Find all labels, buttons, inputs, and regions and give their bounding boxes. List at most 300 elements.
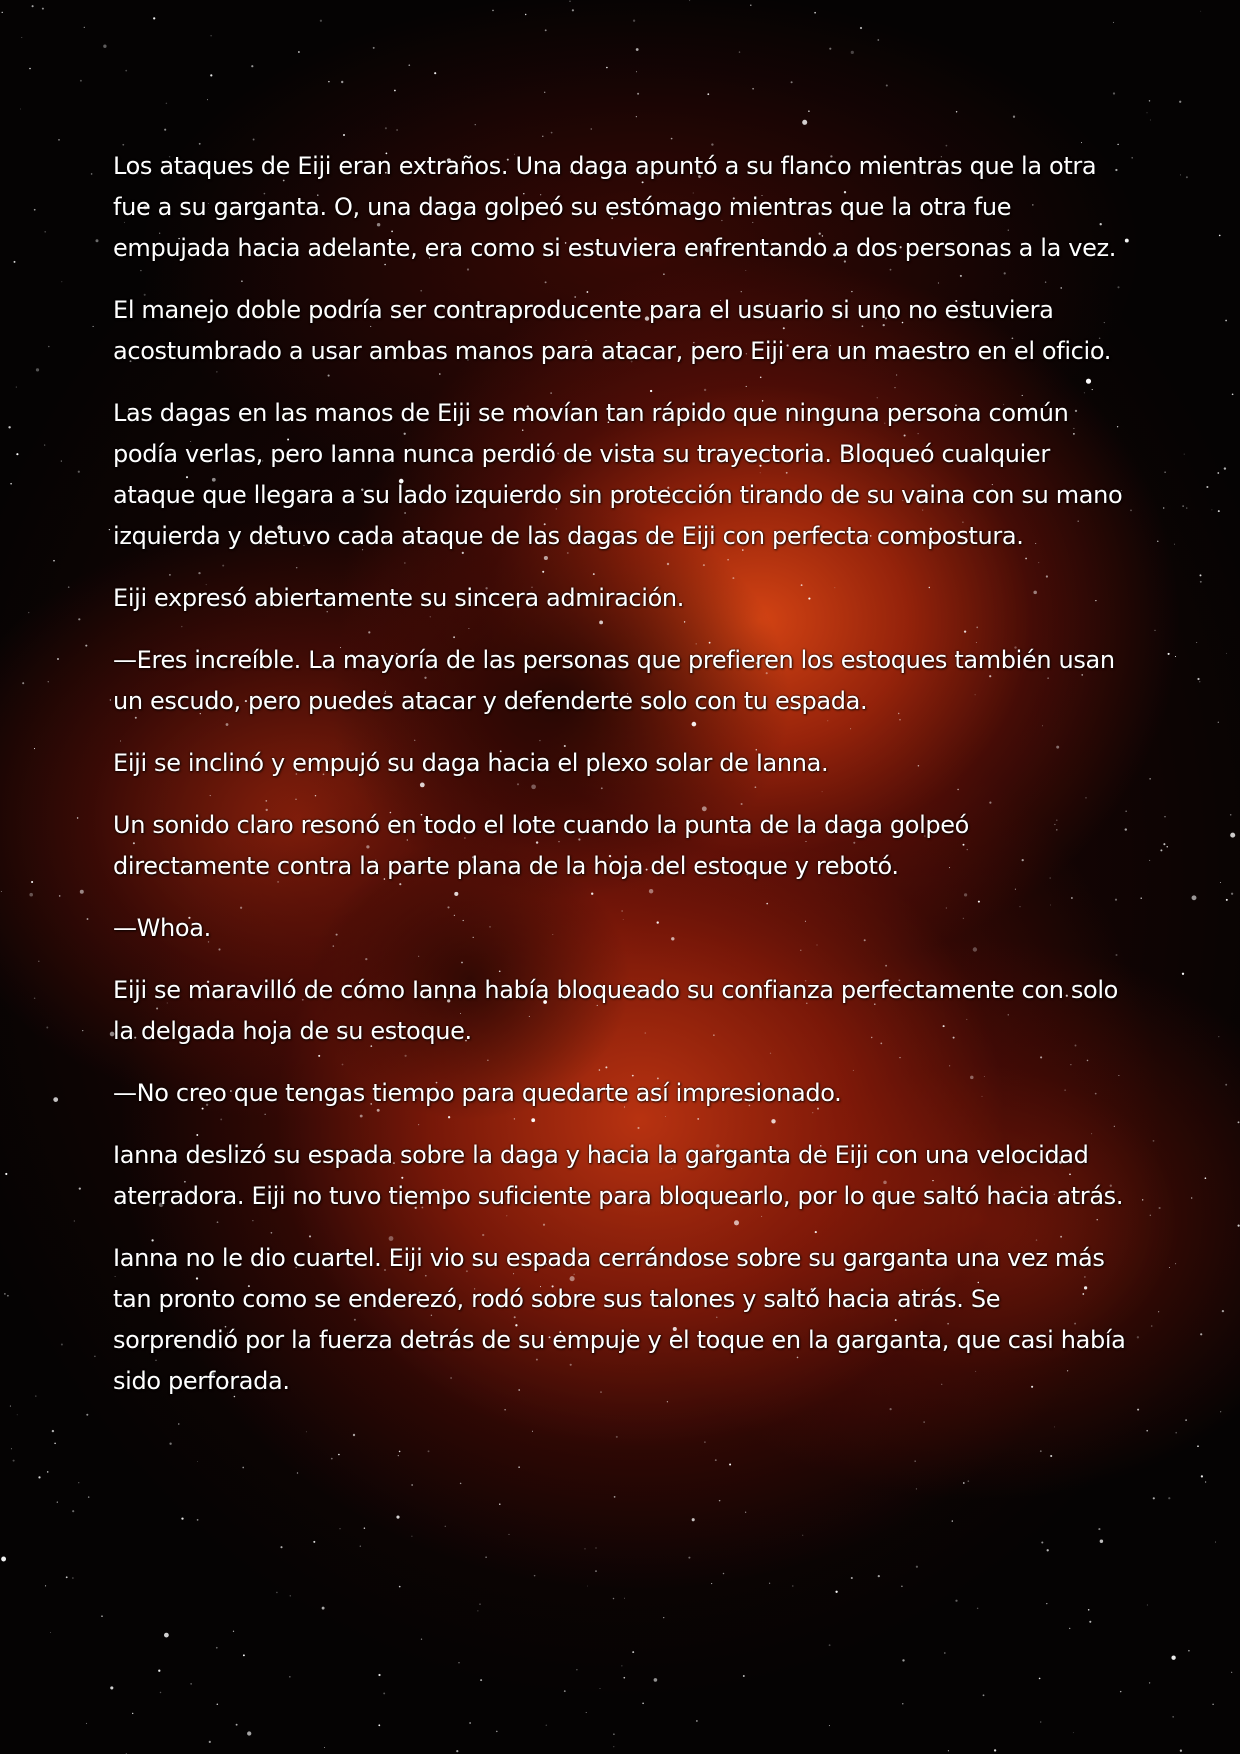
star — [860, 27, 862, 29]
star — [596, 1548, 597, 1549]
star — [654, 1678, 658, 1682]
star — [769, 1583, 770, 1584]
star — [1169, 1267, 1170, 1268]
star — [61, 1343, 63, 1345]
star — [606, 67, 608, 69]
star — [396, 1516, 399, 1519]
star — [178, 1423, 179, 1424]
star — [1088, 1609, 1090, 1611]
star — [197, 1519, 199, 1521]
star — [1131, 157, 1133, 159]
star — [916, 1488, 917, 1489]
star — [902, 1659, 904, 1661]
star — [57, 1501, 58, 1502]
star — [948, 1750, 949, 1751]
star — [715, 1459, 717, 1461]
star — [338, 1454, 340, 1456]
star — [1081, 142, 1082, 143]
star — [1230, 814, 1232, 816]
star — [54, 1443, 55, 1444]
star — [28, 612, 29, 613]
star — [34, 998, 36, 1000]
star — [480, 1679, 482, 1681]
star — [61, 281, 62, 282]
star — [10, 1406, 11, 1407]
star — [110, 699, 111, 700]
star — [1041, 1541, 1043, 1543]
star — [1201, 1475, 1203, 1477]
star — [915, 1461, 916, 1462]
star — [983, 1694, 985, 1696]
star — [29, 893, 33, 897]
star — [78, 618, 80, 620]
star — [85, 645, 87, 647]
star — [1046, 1603, 1047, 1604]
star — [276, 1592, 277, 1593]
star — [637, 93, 639, 95]
star — [36, 368, 39, 371]
star — [68, 586, 70, 588]
star — [585, 1548, 586, 1549]
paragraph: Eiji expresó abiertamente su sincera admiración. — [113, 584, 685, 612]
star — [624, 1598, 625, 1599]
star — [13, 1460, 15, 1462]
star — [353, 1434, 355, 1436]
star — [44, 231, 46, 233]
star — [525, 14, 526, 15]
star — [383, 1692, 385, 1694]
star — [190, 1683, 191, 1684]
star — [642, 1702, 644, 1704]
star — [1164, 816, 1165, 817]
star — [636, 71, 637, 72]
star — [1117, 144, 1118, 145]
star — [50, 1632, 51, 1633]
star — [977, 1608, 978, 1609]
star — [743, 1675, 745, 1677]
star — [877, 39, 879, 41]
star — [210, 35, 211, 36]
star — [47, 1471, 49, 1473]
star — [802, 120, 807, 125]
paragraph: Las dagas en las manos de Eiji se movían tan rápido que ninguna persona común podía verlas, pero Ianna nunca perdió de vista su trayectoria. Bloqueó cualquier ataque que llegara a su lado izquierdo sin protección tirando de su vaina con su mano izquierda y detuvo cada ataque de las dagas de Eiji con perfecta compostura. — [113, 399, 1123, 550]
star — [851, 51, 854, 54]
star — [1160, 849, 1162, 851]
star — [1150, 1215, 1151, 1216]
star — [1182, 973, 1184, 975]
star — [78, 1482, 79, 1483]
star — [1186, 508, 1187, 509]
star — [101, 1615, 103, 1617]
star — [1146, 1430, 1148, 1432]
paragraph: Ianna no le dio cuartel. Eiji vio su espada cerrándose sobre su garganta una vez más tan pronto como se enderezó, rodó sobre sus talones y saltó hacia atrás. Se sorprendió por la fuerza detrás de su empuje y el toque en la garganta, que casi había sido perforada. — [113, 1244, 1126, 1395]
star — [322, 1607, 325, 1610]
star — [242, 1467, 244, 1469]
star — [792, 1585, 793, 1586]
star — [496, 1731, 498, 1733]
star — [1153, 1497, 1155, 1499]
star — [499, 1504, 500, 1505]
star — [66, 1576, 68, 1578]
star — [1205, 1177, 1207, 1179]
star — [87, 918, 89, 920]
star — [10, 483, 12, 485]
star — [199, 143, 201, 145]
star — [197, 1461, 198, 1462]
star — [411, 1484, 412, 1485]
star — [61, 461, 62, 462]
star — [944, 1652, 946, 1654]
star — [532, 1431, 533, 1432]
star — [564, 1690, 566, 1692]
star — [399, 1586, 401, 1588]
star — [153, 17, 155, 19]
star — [616, 1436, 618, 1438]
star — [1040, 1450, 1042, 1452]
paragraph: —Whoa. — [113, 914, 211, 942]
star — [1147, 1605, 1148, 1606]
star — [1180, 174, 1181, 175]
star — [994, 1749, 996, 1751]
star — [398, 1455, 399, 1456]
star — [48, 346, 50, 348]
star — [251, 65, 253, 67]
star — [59, 895, 61, 897]
paragraph: —No creo que tengas tiempo para quedarte así impresionado. — [113, 1079, 842, 1107]
star — [551, 132, 553, 134]
star — [1120, 1691, 1121, 1692]
star — [16, 387, 17, 388]
star — [1226, 899, 1228, 901]
star — [968, 1480, 970, 1482]
star — [1050, 1455, 1052, 1457]
star — [613, 1746, 614, 1747]
star — [306, 1431, 307, 1432]
star — [614, 1496, 616, 1498]
star — [1179, 101, 1181, 103]
star — [1188, 1650, 1190, 1652]
star — [586, 1712, 587, 1713]
star — [247, 1731, 251, 1735]
star — [339, 1528, 340, 1529]
star — [411, 1536, 412, 1537]
star — [1142, 1199, 1143, 1200]
star — [236, 1724, 238, 1726]
star — [1206, 486, 1208, 488]
star — [58, 139, 59, 140]
star — [1197, 678, 1199, 680]
star — [1200, 574, 1202, 576]
star — [1149, 100, 1150, 101]
star — [546, 1725, 548, 1727]
star — [17, 1414, 18, 1415]
star — [35, 1395, 36, 1396]
star — [1226, 653, 1227, 654]
star — [1149, 1682, 1150, 1683]
star — [1200, 581, 1202, 583]
star — [460, 1483, 462, 1485]
star — [1231, 893, 1233, 895]
star — [378, 1724, 380, 1726]
star — [11, 1448, 12, 1449]
star — [42, 8, 44, 10]
star — [1184, 454, 1185, 455]
star — [78, 471, 80, 473]
star — [1159, 1207, 1161, 1209]
star — [320, 20, 322, 22]
star — [80, 890, 84, 894]
star — [1171, 1656, 1175, 1660]
star — [1040, 1722, 1041, 1723]
star — [458, 1662, 459, 1663]
star — [1168, 1497, 1170, 1499]
star — [38, 961, 39, 962]
star — [1137, 1409, 1139, 1411]
star — [289, 1676, 290, 1677]
star — [331, 1458, 333, 1460]
star — [1157, 541, 1158, 542]
star — [688, 1557, 690, 1559]
star — [45, 1585, 46, 1586]
star — [53, 1097, 58, 1102]
star — [428, 1450, 430, 1452]
star — [1185, 1419, 1187, 1421]
star — [956, 111, 957, 112]
star — [1164, 471, 1165, 472]
star — [1232, 393, 1234, 395]
star — [544, 92, 545, 93]
star — [82, 1030, 83, 1031]
star — [20, 109, 21, 110]
star — [1191, 1197, 1192, 1198]
star — [341, 81, 343, 83]
star — [164, 1633, 169, 1638]
star — [93, 326, 94, 327]
star — [1212, 1704, 1213, 1705]
star — [595, 1570, 597, 1572]
star — [719, 1500, 721, 1502]
star — [808, 110, 810, 112]
star — [518, 1466, 520, 1468]
star — [1167, 846, 1168, 847]
star — [600, 1688, 601, 1689]
star — [886, 84, 888, 86]
star — [34, 209, 36, 211]
star — [1192, 895, 1197, 900]
paragraph: El manejo doble podría ser contraproducente para el usuario si uno no estuviera acostumbrado a usar ambas manos para atacar, pero Eiji era un maestro en el oficio. — [113, 296, 1112, 365]
star — [1197, 1445, 1199, 1447]
star — [1180, 1750, 1182, 1752]
star — [290, 1595, 291, 1596]
paragraph: Eiji se inclinó y empujó su daga hacia el plexo solar de Ianna. — [113, 749, 829, 777]
star — [8, 426, 10, 428]
star — [364, 1527, 365, 1528]
star — [1100, 1539, 1103, 1542]
star — [164, 129, 166, 131]
star — [1054, 1426, 1055, 1427]
star — [1013, 116, 1015, 118]
star — [587, 1586, 588, 1587]
star — [1174, 544, 1175, 545]
star — [829, 48, 831, 50]
star — [378, 1674, 380, 1676]
star — [1168, 653, 1170, 655]
star — [1230, 833, 1235, 838]
star — [692, 1518, 695, 1521]
star — [802, 1535, 803, 1536]
star — [623, 1677, 625, 1679]
star — [814, 12, 816, 14]
star — [1146, 112, 1147, 113]
star — [88, 1496, 89, 1497]
star — [1225, 1084, 1227, 1086]
star — [739, 51, 740, 52]
paragraph: Eiji se maravilló de cómo Ianna había bloqueado su confianza perfectamente con solo la delgada hoja de su estoque. — [113, 976, 1118, 1045]
star — [313, 1541, 315, 1543]
star — [1238, 1121, 1240, 1123]
star — [38, 1476, 40, 1478]
star — [1200, 11, 1201, 12]
star — [508, 1534, 509, 1535]
star — [324, 1747, 325, 1748]
star — [621, 1665, 622, 1666]
star — [1098, 1528, 1100, 1530]
star — [421, 1639, 422, 1640]
star — [1182, 505, 1183, 506]
star — [791, 81, 793, 83]
star — [829, 1725, 830, 1726]
star — [243, 1654, 245, 1656]
star — [328, 81, 330, 83]
star — [96, 239, 99, 242]
star — [1158, 1311, 1159, 1312]
star — [1, 891, 2, 892]
star — [5, 1173, 7, 1175]
star — [22, 682, 24, 684]
star — [1149, 778, 1150, 779]
star — [745, 1512, 746, 1513]
star — [952, 1520, 953, 1521]
star — [456, 1750, 458, 1752]
star — [469, 1722, 471, 1724]
star — [77, 817, 78, 818]
star — [1211, 509, 1212, 510]
star — [160, 1692, 161, 1693]
star — [1150, 119, 1151, 120]
star — [1220, 1411, 1221, 1412]
star — [209, 1741, 211, 1743]
star — [636, 116, 637, 117]
star — [72, 1577, 74, 1579]
star — [1218, 510, 1220, 512]
star — [1225, 320, 1227, 322]
star — [723, 1573, 725, 1575]
star — [48, 681, 49, 682]
star — [434, 72, 436, 74]
star — [1149, 860, 1150, 861]
star — [1218, 722, 1219, 723]
star — [835, 1591, 837, 1593]
star — [166, 103, 167, 104]
star — [1217, 472, 1219, 474]
star — [2, 12, 3, 13]
star — [1231, 1672, 1232, 1673]
star — [916, 1566, 918, 1568]
star — [1130, 510, 1132, 512]
star — [394, 90, 396, 92]
star — [343, 134, 345, 136]
star — [110, 1686, 113, 1689]
star — [74, 1220, 75, 1221]
star — [1, 1557, 6, 1562]
star — [1222, 1310, 1224, 1312]
star — [572, 9, 574, 11]
star — [485, 1556, 486, 1557]
star — [613, 1733, 615, 1735]
star — [16, 453, 18, 455]
paragraph: —Eres increíble. La mayoría de las personas que prefieren los estoques también usan un escudo, pero puedes atacar y defenderte solo con tu espada. — [113, 646, 1115, 715]
star — [1220, 882, 1221, 883]
star — [1200, 1333, 1202, 1335]
star — [1047, 1549, 1049, 1551]
star — [21, 37, 22, 38]
paragraph: Un sonido claro resonó en todo el lote cuando la punta de la daga golpeó directamente contra la parte plana de la hoja del estoque y rebotó. — [113, 811, 970, 880]
star — [492, 10, 494, 12]
star — [4, 1293, 6, 1295]
star — [707, 93, 709, 95]
star — [1173, 1716, 1174, 1717]
star — [1215, 1542, 1216, 1543]
star — [1219, 235, 1221, 237]
star — [217, 1704, 219, 1706]
star — [233, 1631, 234, 1632]
star — [1205, 1481, 1206, 1482]
star — [158, 1670, 160, 1672]
star — [445, 1526, 446, 1527]
star — [1153, 1140, 1155, 1142]
star — [216, 1647, 218, 1649]
star — [1196, 642, 1197, 643]
star — [576, 1669, 577, 1670]
star — [750, 4, 751, 5]
star — [1113, 22, 1114, 23]
star — [1163, 843, 1165, 845]
star — [280, 1546, 282, 1548]
star — [534, 1575, 536, 1577]
star — [851, 1577, 853, 1579]
star — [1175, 1432, 1177, 1434]
star — [399, 1451, 401, 1453]
star — [132, 1713, 133, 1714]
star — [1039, 1678, 1041, 1680]
star — [32, 5, 34, 7]
star — [704, 1441, 706, 1443]
star — [1224, 467, 1226, 469]
star — [84, 27, 85, 28]
star — [636, 48, 639, 51]
star — [7, 1295, 9, 1297]
star — [1151, 1325, 1153, 1327]
star — [80, 80, 82, 82]
star — [181, 1517, 183, 1519]
paragraph: Los ataques de Eiji eran extraños. Una daga apuntó a su flanco mientras que la otra fue a su garganta. O, una daga golpeó su estómago mientras que la otra fue empujada hacia adelante, era como si estuviera enfrentando a dos personas a la vez. — [113, 152, 1117, 262]
star — [44, 445, 45, 446]
star — [360, 1546, 361, 1547]
star — [109, 529, 110, 530]
star — [711, 1583, 712, 1584]
star — [253, 139, 255, 141]
star — [1163, 507, 1164, 508]
